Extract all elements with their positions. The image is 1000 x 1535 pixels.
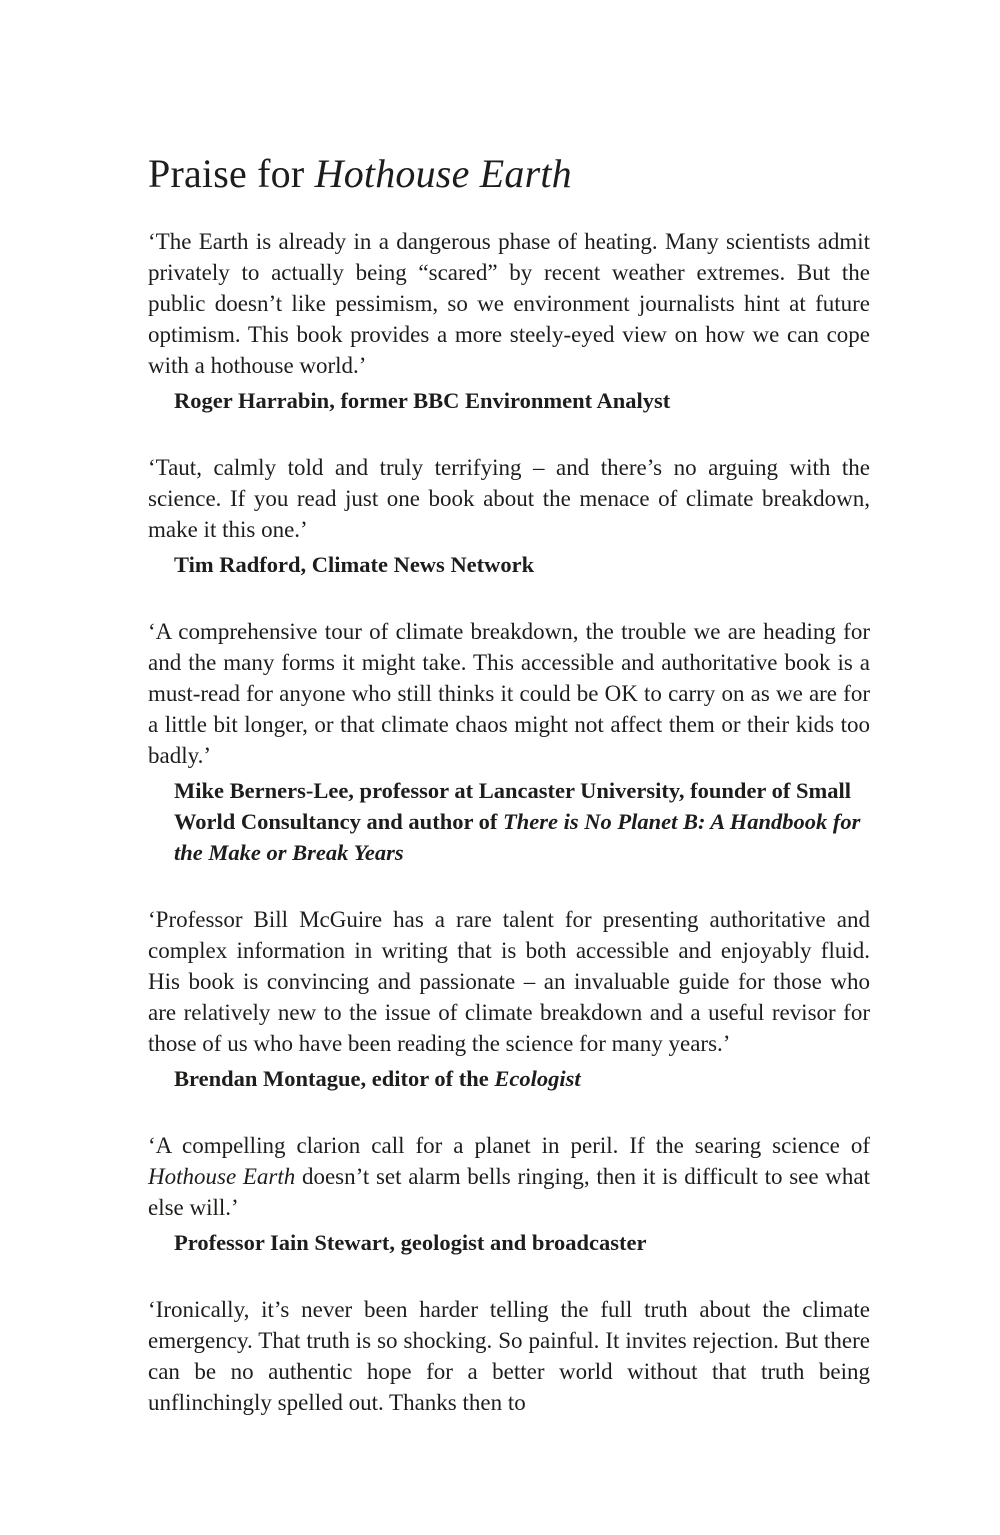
text-segment: ‘A compelling clarion call for a planet in peril. If the searing science of [148,1133,876,1158]
review-attribution [148,1227,870,1258]
review-harrabin [148,226,876,416]
text-segment: ‘Ironically, it’s never been harder telling the full truth about the climate emergency. That truth is so shocking. So painful. It invites rejection. But there can be no authentic hope for a better world without that truth being unflinchingly spelled out. Thanks then to [148,1297,876,1415]
text-segment: Praise for [148,151,315,196]
page-title [148,150,870,198]
review-quote [148,616,876,771]
review-berners-lee [148,616,876,868]
text-segment: Brendan Montague, editor of the [174,1066,495,1091]
text-segment: Roger Harrabin, former BBC Environment Analyst [174,388,671,413]
text-segment: Mike Berners-Lee, professor at Lancaster University, founder of Small World Consultancy and author of [174,778,857,834]
review-continued [148,1294,876,1418]
text-segment: ‘A comprehensive tour of climate breakdown, the trouble we are heading for and the many forms it might take. This accessible and authoritative book is a must-read for anyone who still thinks it could be OK to carry on as we are for a little bit longer, or that climate chaos might not affect them or their kids too badly.’ [148,619,876,768]
review-quote [148,904,876,1059]
text-segment: Hothouse Earth [148,1164,296,1189]
text-segment: Professor Iain Stewart, geologist and broadcaster [174,1230,647,1255]
text-segment: ‘Taut, calmly told and truly terrifying – and there’s no arguing with the science. If you read just one book about the menace of climate breakdown, make it this one.’ [148,455,876,542]
review-montague [148,904,876,1094]
review-stewart [148,1130,876,1258]
review-attribution [148,385,870,416]
review-radford [148,452,876,580]
text-segment: There is No Planet B: A Handbook for the Make or Break Years [174,809,866,865]
text-segment: Ecologist [494,1066,581,1091]
review-attribution [148,549,870,580]
review-quote [148,1130,876,1223]
text-segment: Tim Radford, Climate News Network [174,552,535,577]
text-segment: ‘The Earth is already in a dangerous phase of heating. Many scientists admit privately to actually being “scared” by recent weather extremes. But the public doesn’t like pessimism, so we environment journalists hint at future optimism. This book provides a more steely-eyed view on how we can cope with a hothouse world.’ [148,229,876,378]
text-segment: Hothouse Earth [314,151,572,196]
review-quote [148,226,876,381]
text-segment: doesn’t set alarm bells ringing, then it is difficult to see what else will.’ [148,1164,876,1220]
text-segment: ‘Professor Bill McGuire has a rare talent for presenting authoritative and complex information in writing that is both accessible and enjoyably fluid. His book is convincing and passionate – an invaluable guide for those who are relatively new to the issue of climate breakdown and a useful revisor for those of us who have been reading the science for many years.’ [148,907,876,1056]
review-quote [148,1294,876,1418]
review-quote [148,452,876,545]
review-attribution [148,775,870,868]
review-attribution [148,1063,870,1094]
